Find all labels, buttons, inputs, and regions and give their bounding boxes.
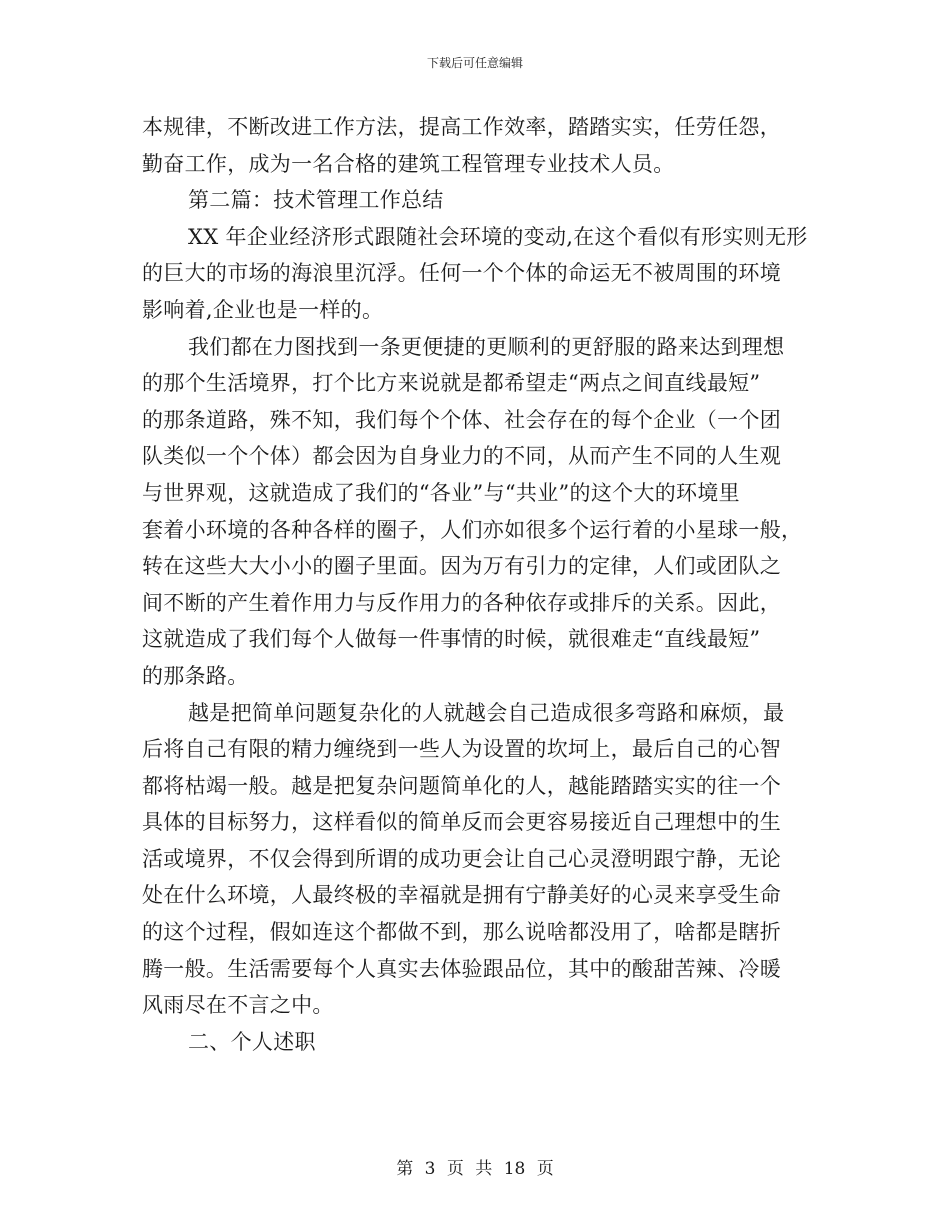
text-line: 腾一般。生活需要每个人真实去体验跟品位，其中的酸甜苦辣、冷暖	[142, 956, 781, 981]
page-footer: 第 3 页 共 18 页	[396, 1159, 554, 1179]
text-line: 这就造成了我们每个人做每一件事情的时候，就很难走“直线最短”	[142, 627, 761, 652]
text-line: 处在什么环境，人最终极的幸福就是拥有宁静美好的心灵来享受生命	[142, 883, 781, 908]
text-line: 转在这些大大小小的圈子里面。因为万有引力的定律，人们或团队之	[142, 554, 781, 579]
text-line: 具体的目标努力，这样看似的简单反而会更容易接近自己理想中的生	[142, 810, 781, 835]
text-line: 套着小环境的各种各样的圈子，人们亦如很多个运行着的小星球一般，	[142, 517, 803, 542]
text-line: 影响着,企业也是一样的。	[142, 297, 384, 322]
document-body	[142, 109, 810, 1060]
text-line: 后将自己有限的精力缠绕到一些人为设置的坎坷上，最后自己的心智	[142, 737, 781, 762]
section-heading: 第二篇：技术管理工作总结	[188, 188, 444, 213]
page-header: 下载后可任意编辑	[426, 56, 523, 70]
text-line: XX 年企业经济形式跟随社会环境的变动,在这个看似有形实则无形	[188, 224, 808, 249]
text-line: 的那条道路，殊不知，我们每个个体、社会存在的每个企业（一个团	[142, 407, 781, 432]
section-heading: 二、个人述职	[188, 1029, 316, 1054]
text-line: 的巨大的市场的海浪里沉浮。任何一个个体的命运无不被周围的环境	[142, 261, 781, 286]
text-line: 间不断的产生着作用力与反作用力的各种依存或排斥的关系。因此，	[142, 590, 781, 615]
text-line: 勤奋工作，成为一名合格的建筑工程管理专业技术人员。	[142, 151, 675, 176]
text-line: 我们都在力图找到一条更便捷的更顺利的更舒服的路来达到理想	[188, 334, 785, 359]
text-line: 本规律，不断改进工作方法，提高工作效率，踏踏实实，任劳任怨，	[142, 115, 781, 139]
text-line: 的那个生活境界，打个比方来说就是都希望走“两点之间直线最短”	[142, 371, 761, 396]
text-line: 与世界观，这就造成了我们的“各业”与“共业”的这个大的环境里	[142, 480, 740, 505]
text-line: 都将枯竭一般。越是把复杂问题简单化的人，越能踏踏实实的往一个	[142, 773, 781, 798]
text-line: 活或境界，不仅会得到所谓的成功更会让自己心灵澄明跟宁静，无论	[142, 846, 781, 871]
text-line: 越是把简单问题复杂化的人就越会自己造成很多弯路和麻烦，最	[188, 700, 785, 725]
text-line: 队类似一个个体）都会因为自身业力的不同，从而产生不同的人生观	[142, 444, 781, 469]
text-line: 的这个过程，假如连这个都做不到，那么说啥都没用了，啥都是瞎折	[142, 920, 781, 945]
text-line: 的那条路。	[142, 663, 249, 688]
text-line: 风雨尽在不言之中。	[142, 993, 334, 1018]
